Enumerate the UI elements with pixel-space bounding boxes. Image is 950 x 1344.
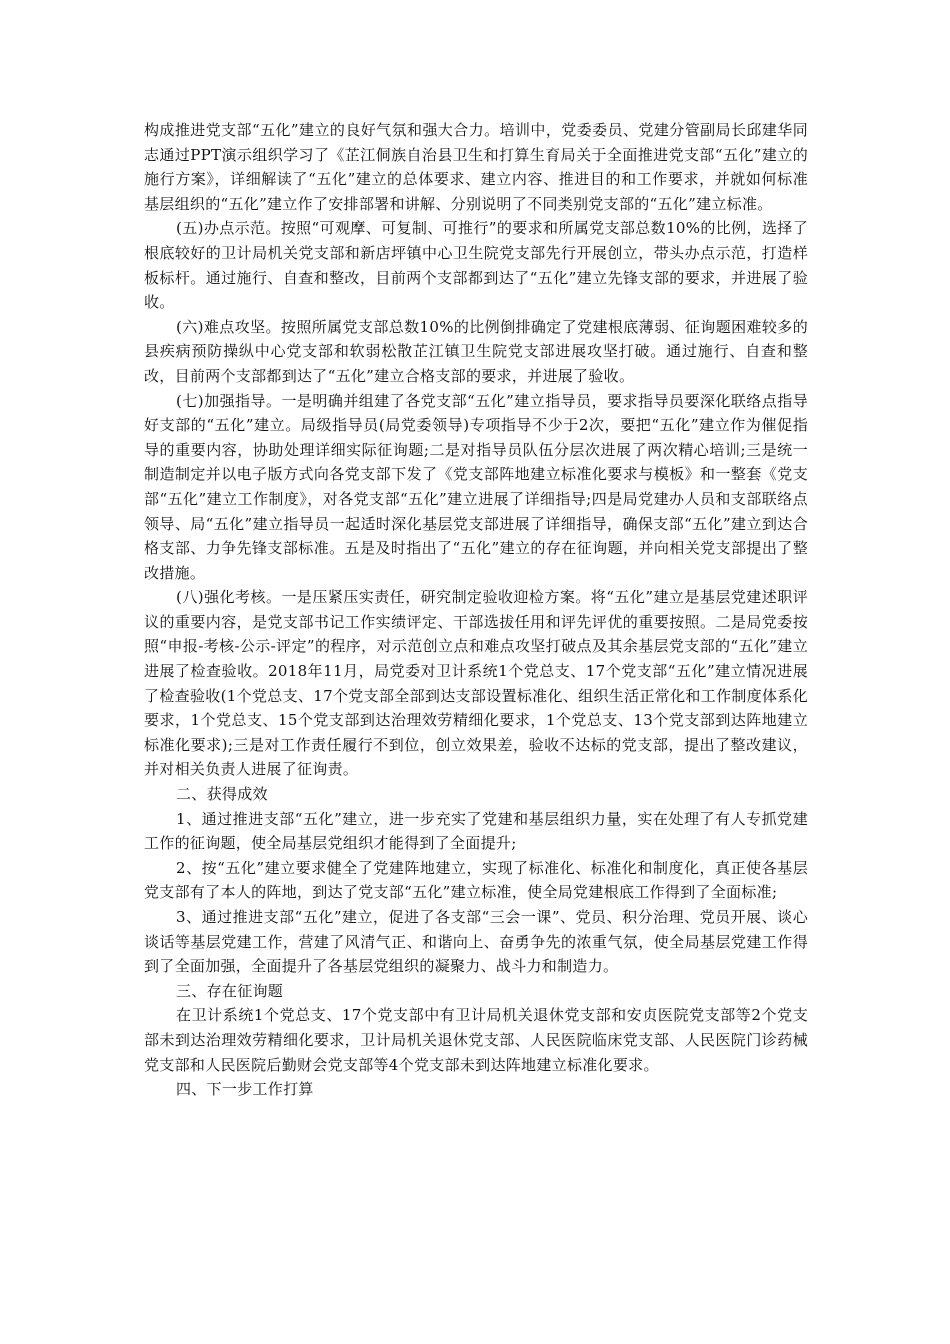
paragraph-6-difficulties: (六)难点攻坚。按照所属党支部总数10%的比例倒排确定了党建根底薄弱、征询题困难较多的县疾病预防操纵中心党支部和软弱松散芷江镇卫生院党支部进展攻坚打破。通过施行、自查和整改，目前两个支部都到达了“五化”建立合格支部的要求，并进展了验收。 <box>144 317 808 385</box>
section-heading-results: 二、获得成效 <box>176 785 268 804</box>
section-heading-next-steps: 四、下一步工作打算 <box>176 1080 314 1099</box>
result-item-2: 2、按“五化”建立要求健全了党建阵地建立，实现了标准化、标准化和制度化，真正使各基层党支部有了本人的阵地，到达了党支部“五化”建立标准，使全局党建根底工作得到了全面标准; <box>144 858 808 902</box>
document-page <box>144 118 808 1102</box>
paragraph-8-assessment: (八)强化考核。一是压紧压实责任，研究制定验收迎检方案。将“五化”建立是基层党建述职评议的重要内容，是党支部书记工作实绩评定、干部选拔任用和评先评优的重要按照。二是局党委按照“申报-考核-公示-评定”的程序，对示范创立点和难点攻坚打破点及其余基层党支部的“五化”建立进展了检查验收。2018年11月，局党委对卫计系统1个党总支、17个党支部“五化”建立情况进展了检查验收(1个党总支、17个党支部全部到达支部设置标准化、组织生活正常化和工作制度体系化要求，1个党总支、15个党支部到达治理效劳精细化要求，1个党总支、13个党支部到达阵地建立标准化要求);三是对工作责任履行不到位，创立效果差，验收不达标的党支部，提出了整改建议，并对相关负责人进展了征询责。 <box>144 588 808 779</box>
paragraph-1: 构成推进党支部“五化”建立的良好气氛和强大合力。培训中，党委委员、党建分管副局长邱建华同志通过PPT演示组织学习了《芷江侗族自治县卫生和打算生育局关于全面推进党支部“五化”建立的施行方案》，详细解读了“五化”建立的总体要求、建立内容、推进目的和工作要求，并就如何标准基层组织的“五化”建立作了安排部署和讲解、分别说明了不同类别党支部的“五化”建立标准。 <box>144 121 808 213</box>
paragraph-7-guidance: (七)加强指导。一是明确并组建了各党支部“五化”建立指导员，要求指导员要深化联络点指导好支部的“五化”建立。局级指导员(局党委领导)专项指导不少于2次，要把“五化”建立作为催促指导的重要内容，协助处理详细实际征询题;二是对指导员队伍分层次进展了两次精心培训;三是统一制造制定并以电子版方式向各党支部下发了《党支部阵地建立标准化要求与模板》和一整套《党支部“五化”建立工作制度》，对各党支部“五化”建立进展了详细指导;四是局党建办人员和支部联络点领导、局“五化”建立指导员一起适时深化基层党支部进展了详细指导，确保支部“五化”建立到达合格支部、力争先锋支部标准。五是及时指出了“五化”建立的存在征询题，并向相关党支部提出了整改措施。 <box>144 391 808 582</box>
result-item-1: 1、通过推进支部“五化”建立，进一步充实了党建和基层组织力量，实在处理了有人专抓党建工作的征询题，使全局基层党组织才能得到了全面提升; <box>144 809 808 853</box>
section-heading-problems: 三、存在征询题 <box>176 981 284 1000</box>
result-item-3: 3、通过推进支部“五化”建立，促进了各支部“三会一课”、党员、积分治理、党员开展、谈心谈话等基层党建工作，营建了风清气正、和谐向上、奋勇争先的浓重气氛，使全局基层党建工作得到了全面加强，全面提升了各基层党组织的凝聚力、战斗力和制造力。 <box>144 908 808 976</box>
paragraph-5-demonstration: (五)办点示范。按照“可观摩、可复制、可推行”的要求和所属党支部总数10%的比例，选择了根底较好的卫计局机关党支部和新店坪镇中心卫生院党支部先行开展创立，带头办点示范，打造样板标杆。通过施行、自查和整改，目前两个支部都到达了“五化”建立先锋支部的要求，并进展了验收。 <box>144 219 808 312</box>
problems-paragraph: 在卫计系统1个党总支、17个党支部中有卫计局机关退休党支部和安贞医院党支部等2个党支部未到达治理效劳精细化要求，卫计局机关退休党支部、人民医院临床党支部、人民医院门诊药械党支部和人民医院后勤财会党支部等4个党支部未到达阵地建立标准化要求。 <box>144 1006 808 1074</box>
